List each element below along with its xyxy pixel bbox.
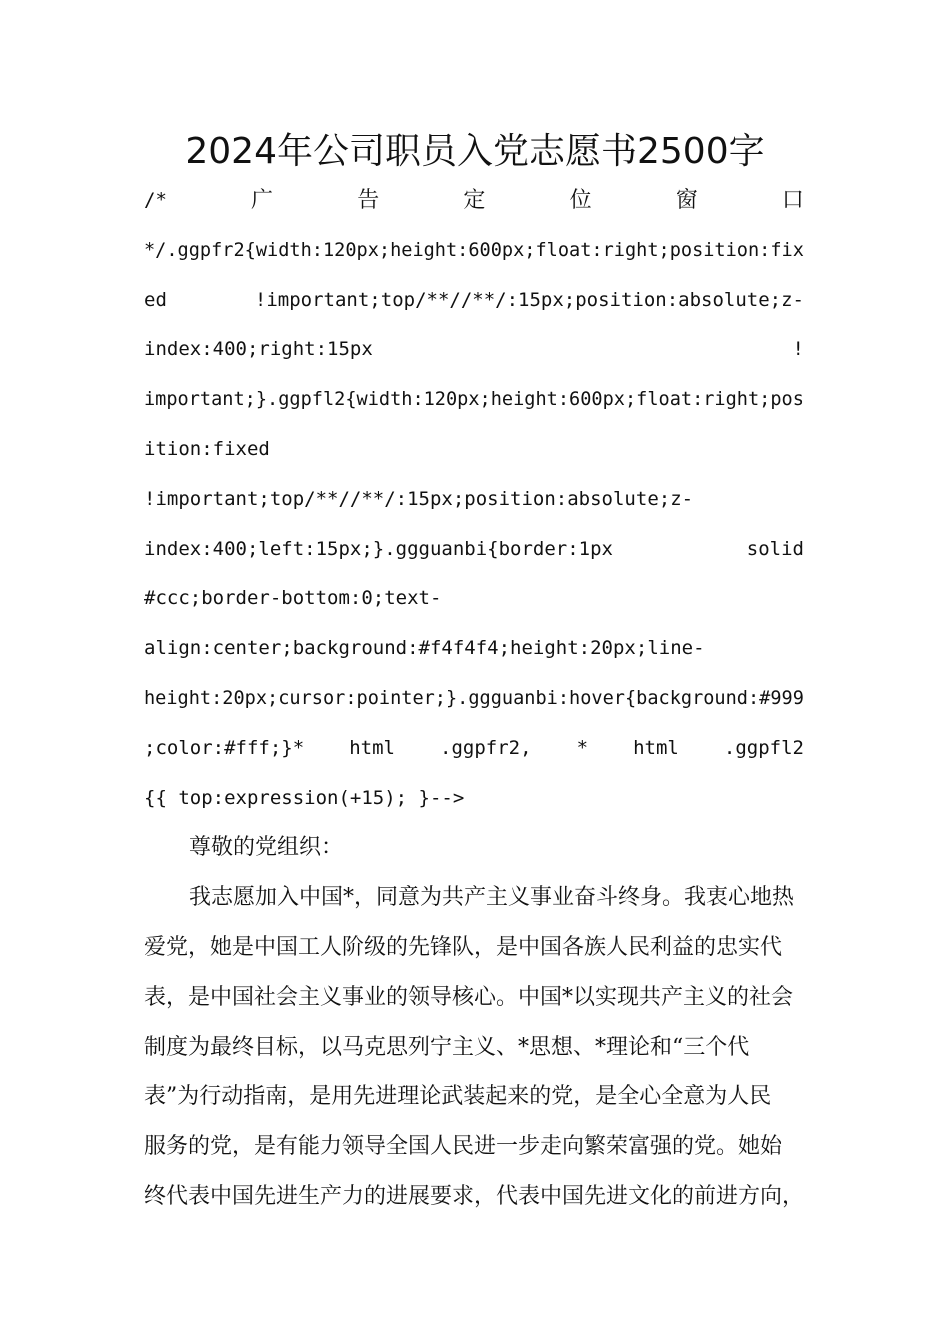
css-code-line: important;}.ggpfl2{width:120px;height:600px;float:right;pos — [144, 388, 804, 411]
paragraph-line: 终代表中国先进生产力的进展要求，代表中国先进文化的前进方向， — [144, 1183, 805, 1209]
paragraph-line: 表”为行动指南，是用先进理论武装起来的党，是全心全意为人民 — [144, 1084, 772, 1110]
ad-comment-token: 口 — [781, 188, 804, 213]
main-paragraph — [144, 873, 804, 1222]
css-code-block — [144, 226, 804, 824]
css-code-line — [144, 276, 804, 326]
css-code-line: align:center;background:#f4f4f4;height:20px;line- — [144, 637, 705, 660]
css-code-line: height:20px;cursor:pointer;}.ggguanbi:hover{background:#999 — [144, 686, 804, 709]
css-code-token: index:400;left:15px;}.ggguanbi{border:1px — [144, 537, 613, 560]
paragraph-line: 表，是中国社会主义事业的领导核心。中国*以实现共产主义的社会 — [144, 984, 794, 1010]
css-code-line: #ccc;border-bottom:0;text- — [144, 587, 442, 610]
css-code-line: {{ top:expression(+15); }--> — [144, 786, 465, 809]
ad-comment-token: 位 — [569, 188, 592, 213]
document-body — [144, 176, 804, 1222]
paragraph-line: 我志愿加入中国*，同意为共产主义事业奋斗终身。我衷心地热 — [189, 885, 795, 911]
css-code-token: html — [349, 736, 395, 759]
salutation: 尊敬的党组织： — [189, 835, 344, 861]
css-code-token: html — [633, 736, 679, 759]
document-title: 2024年公司职员入党志愿书2500字 — [185, 131, 765, 172]
ad-comment-line — [144, 176, 804, 226]
css-code-line — [144, 325, 804, 375]
ad-comment-token: 广 — [251, 188, 274, 213]
css-code-line: ition:fixed — [144, 437, 270, 460]
css-code-token: .ggpfl2 — [723, 736, 804, 759]
css-code-line — [144, 525, 804, 575]
ad-comment-token: 定 — [463, 188, 486, 213]
css-code-token: solid — [746, 537, 804, 560]
paragraph-line: 爱党，她是中国工人阶级的先锋队，是中国各族人民利益的忠实代 — [144, 934, 783, 960]
css-code-token: * — [576, 736, 589, 759]
paragraph-line: 服务的党，是有能力领导全国人民进一步走向繁荣富强的党。她始 — [144, 1134, 783, 1160]
css-code-token: index:400;right:15px — [144, 338, 373, 361]
ad-comment-token: 告 — [357, 188, 380, 213]
css-code-token: !important;top/**//**/:15px;position:absolute;z- — [254, 288, 804, 311]
css-code-line: !important;top/**//**/:15px;position:absolute;z- — [144, 487, 694, 510]
css-code-line: */.ggpfr2{width:120px;height:600px;float:right;position:fix — [144, 238, 804, 261]
css-code-token: ;color:#fff;}* — [144, 736, 305, 759]
ad-comment-token: /* — [144, 189, 167, 211]
ad-comment-token: 窗 — [675, 188, 698, 213]
css-code-line — [144, 724, 804, 774]
css-code-token: ed — [144, 288, 167, 311]
paragraph-line: 制度为最终目标，以马克思列宁主义、*思想、*理论和“三个代 — [144, 1034, 750, 1060]
css-code-token: .ggpfr2, — [440, 736, 532, 759]
css-code-token: ! — [792, 338, 804, 361]
